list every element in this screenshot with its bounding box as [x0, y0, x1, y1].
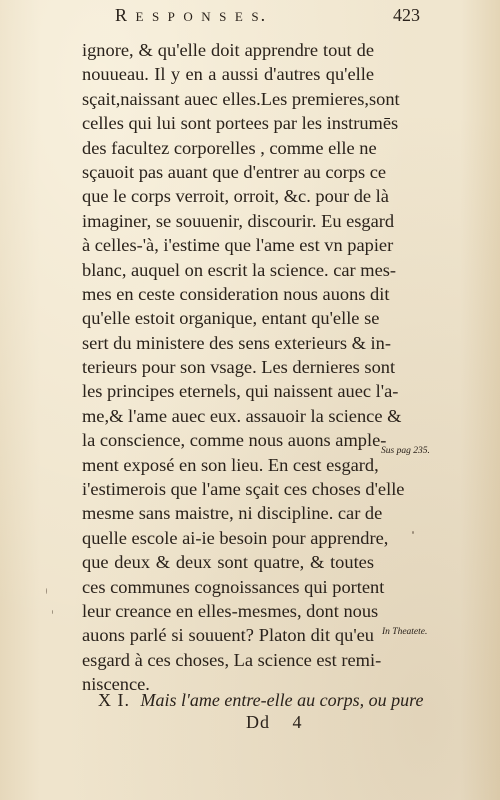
signature-letters: Dd [246, 712, 270, 732]
text-line: sçait,naissant auec elles.Les premieres,sont [82, 88, 400, 109]
section-heading [98, 688, 424, 712]
ink-speck [46, 588, 47, 594]
text-line: me,& l'ame auec eux. assauoir la science & [82, 405, 402, 426]
text-line: les principes eternels, qui naissent auec l'a- [82, 381, 399, 402]
text-line: leur creance en elles-mesmes, dont nous [82, 600, 379, 621]
text-line: auons parlé si souuent? Platon dit qu'eu [82, 625, 374, 646]
margin-note-source: In Theatete. [382, 627, 428, 637]
text-line: qu'elle estoit organique, entant qu'elle se [82, 308, 380, 329]
text-line: sçauoit pas auant que d'entrer au corps ce [82, 161, 387, 182]
text-line: que le corps verroit, orroit, &c. pour de là [82, 186, 389, 207]
text-line: que deux & deux sont quatre, & toutes [82, 552, 374, 573]
text-line: quelle escole ai-ie besoin pour apprendre, [82, 527, 389, 548]
text-line: ces communes cognoissances qui portent [82, 576, 385, 597]
text-line: mes en ceste consideration nous auons dit [82, 283, 390, 304]
text-line: nouueau. Il y en a aussi d'autres qu'elle [82, 64, 374, 85]
section-text: Mais l'ame entre-elle au corps, ou pure [140, 690, 424, 710]
ink-speck [52, 610, 53, 614]
text-line: terieurs pour son vsage. Les dernieres sont [82, 357, 396, 378]
page-number: 423 [393, 5, 420, 25]
text-line: la conscience, comme nous auons ample- [82, 430, 387, 451]
text-line: esgard à ces choses, La science est remi- [82, 649, 382, 670]
margin-note-cross-reference: Sus pag 235. [381, 446, 430, 456]
text-line: ignore, & qu'elle doit apprendre tout de [82, 40, 374, 60]
signature-number: 4 [292, 712, 302, 732]
text-line: sert du ministere des sens exterieurs & in- [82, 332, 391, 353]
text-line: ment exposé en son lieu. En cest esgard, [82, 454, 379, 475]
section-number: X I. [98, 690, 130, 710]
text-line: imaginer, se souuenir, discourir. Eu esgard [82, 210, 395, 231]
signature-mark [246, 712, 302, 733]
running-title: R e s p o n s e s. [115, 5, 268, 25]
text-line: celles qui lui sont portees par les instrumēs [82, 113, 399, 134]
text-line: à celles-'à, i'estime que l'ame est vn papier [82, 235, 394, 256]
text-line: niscence. [82, 674, 150, 695]
text-line: des facultez corporelles , comme elle ne [82, 137, 377, 158]
text-line: mesme sans maistre, ni discipline. car de [82, 503, 383, 524]
ink-speck [412, 531, 414, 534]
text-line: i'estimerois que l'ame sçait ces choses d'elle [82, 479, 405, 500]
text-line: blanc, auquel on escrit la science. car mes- [82, 259, 397, 280]
running-header [70, 5, 420, 33]
